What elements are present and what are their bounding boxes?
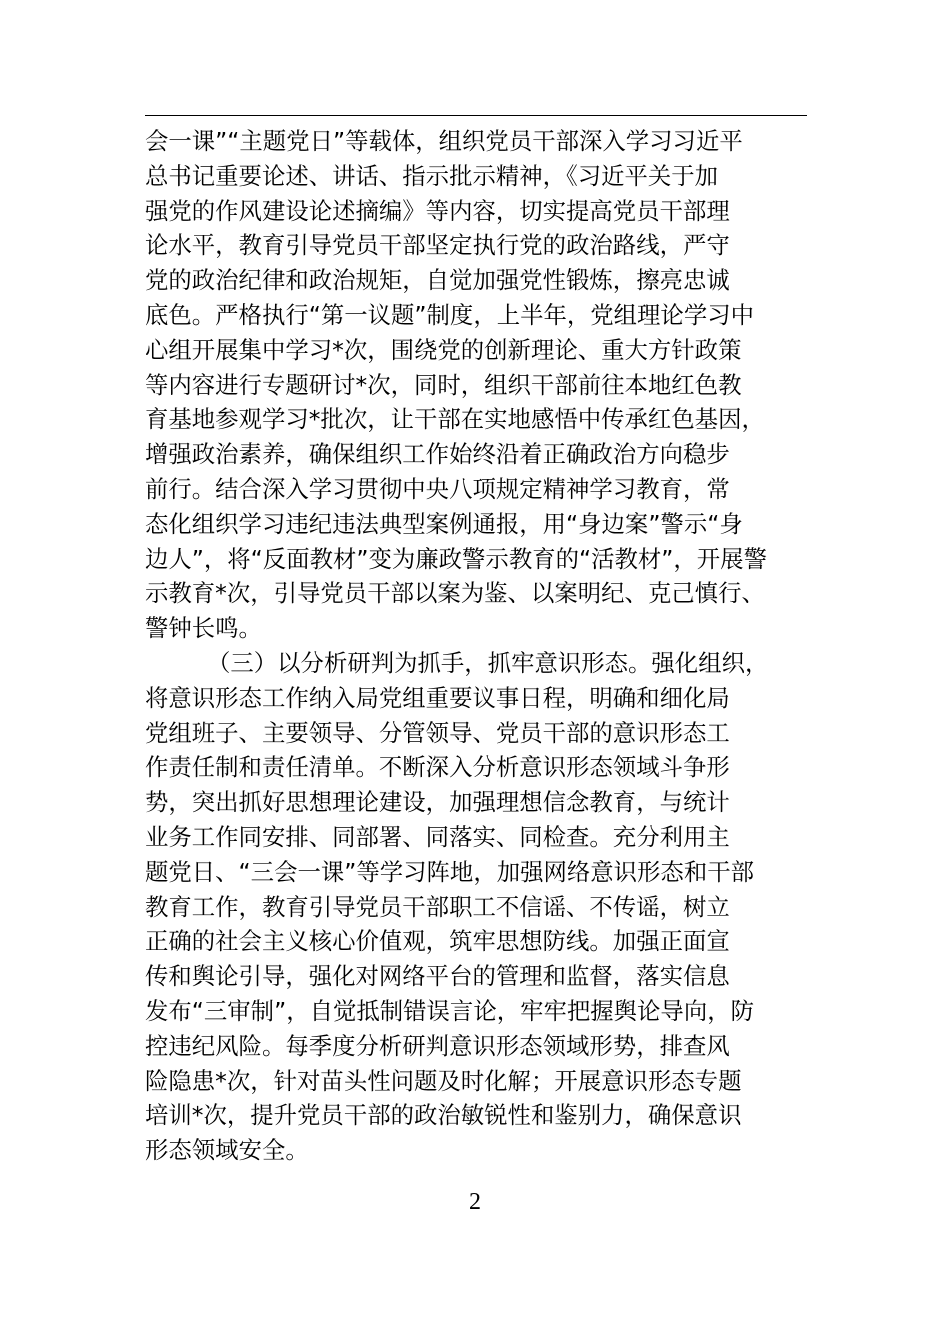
text-line: 传和舆论引导，强化对网络平台的管理和监督，落实信息 [145, 962, 730, 991]
text-line: 控违纪风险。每季度分析研判意识形态领域形势，排查风 [145, 1031, 730, 1060]
text-line: 示教育*次，引导党员干部以案为鉴、以案明纪、克己慎行、 [145, 579, 765, 608]
text-line: 将意识形态工作纳入局党组重要议事日程，明确和细化局 [145, 683, 730, 712]
text-line: 增强政治素养，确保组织工作始终沿着正确政治方向稳步 [145, 440, 730, 469]
text-line: 等内容进行专题研讨*次，同时，组织干部前往本地红色教 [145, 370, 742, 399]
text-line: 发布“三审制”，自觉抵制错误言论，牢牢把握舆论导向，防 [145, 996, 754, 1025]
text-line: 边人”，将“反面教材”变为廉政警示教育的“活教材”，开展警 [145, 544, 767, 573]
text-line: 教育工作，教育引导党员干部职工不信谣、不传谣，树立 [145, 892, 730, 921]
text-line: 总书记重要论述、讲话、指示批示精神，《习近平关于加 [145, 161, 719, 190]
text-line: 题党日、“三会一课”等学习阵地，加强网络意识形态和干部 [145, 857, 754, 886]
text-line: 作责任制和责任清单。不断深入分析意识形态领域斗争形 [145, 753, 730, 782]
text-line: 培训*次，提升党员干部的政治敏锐性和鉴别力，确保意识 [145, 1101, 742, 1130]
text-line: 业务工作同安排、同部署、同落实、同检查。充分利用主 [145, 822, 730, 851]
text-line: 形态领域安全。 [145, 1136, 309, 1165]
text-line: 强党的作风建设论述摘编》等内容，切实提高党员干部理 [145, 196, 730, 225]
text-line: 态化组织学习违纪违法典型案例通报，用“身边案”警示“身 [145, 509, 743, 538]
text-line: 势，突出抓好思想理论建设，加强理想信念教育，与统计 [145, 788, 730, 817]
text-line: 心组开展集中学习*次，围绕党的创新理论、重大方针政策 [145, 335, 742, 364]
text-line: 底色。严格执行“第一议题”制度，上半年，党组理论学习中 [145, 300, 754, 329]
text-line: 论水平，教育引导党员干部坚定执行党的政治路线，严守 [145, 231, 730, 260]
text-line: 险隐患*次，针对苗头性问题及时化解；开展意识形态专题 [145, 1066, 742, 1095]
header-rule [145, 115, 807, 116]
text-line: 警钟长鸣。 [145, 614, 262, 643]
page-number: 2 [469, 1189, 481, 1215]
text-line: 前行。结合深入学习贯彻中央八项规定精神学习教育，常 [145, 474, 730, 503]
document-body [145, 124, 825, 1168]
text-line: 党组班子、主要领导、分管领导、党员干部的意识形态工 [145, 718, 730, 747]
text-line: 党的政治纪律和政治规矩，自觉加强党性锻炼，擦亮忠诚 [145, 266, 730, 295]
text-line: 育基地参观学习*批次，让干部在实地感悟中传承红色基因， [145, 405, 765, 434]
section-heading-line: （三）以分析研判为抓手，抓牢意识形态。强化组织， [207, 648, 769, 677]
text-line: 正确的社会主义核心价值观，筑牢思想防线。加强正面宣 [145, 927, 730, 956]
text-line: 会一课”“主题党日”等载体，组织党员干部深入学习习近平 [145, 127, 743, 155]
